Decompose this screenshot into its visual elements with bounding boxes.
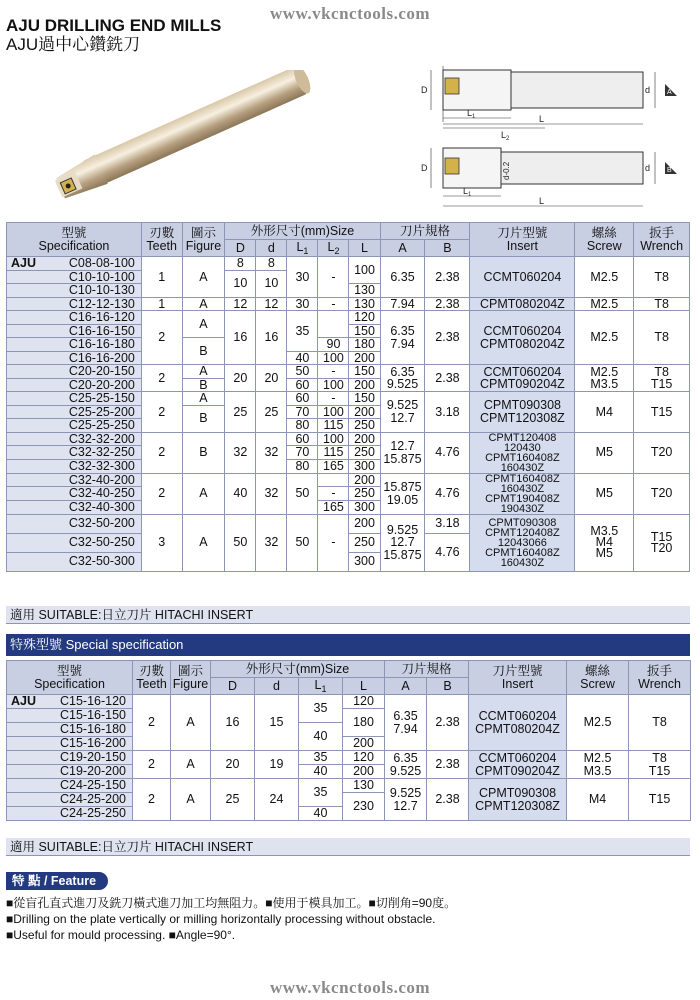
table-cell: 130 (343, 779, 385, 793)
table-cell: C20-20-200 (7, 378, 142, 392)
table-cell: 200 (349, 351, 380, 365)
table-cell: C25-25-150 (7, 392, 142, 406)
table-cell: B (182, 378, 225, 392)
table-row (7, 751, 691, 765)
table-cell: C16-16-200 (7, 351, 142, 365)
table-cell: 150 (349, 365, 380, 379)
feature-line-en-2: ■Useful for mould processing. ■Angle=90°. (6, 928, 236, 942)
table-row (7, 311, 690, 325)
table-cell: A (182, 257, 225, 298)
table-cell: 120 (343, 695, 385, 709)
suitable-note-special: 適用 SUITABLE:日立刀片 HITACHI INSERT (6, 838, 690, 856)
table-cell: 15.875 19.05 (380, 473, 425, 514)
table-cell: 2.38 (427, 751, 469, 779)
table-cell: T8 T15 (629, 751, 691, 779)
table-cell: B (182, 338, 225, 365)
table-cell: 2 (133, 751, 171, 779)
table-cell: 250 (349, 487, 380, 501)
table-cell: C15-16-200 (7, 737, 133, 751)
table-cell: 180 (349, 338, 380, 352)
table-cell: 40 (299, 765, 343, 779)
table-cell: 50 (225, 514, 256, 571)
table-cell: 30 (287, 297, 318, 311)
page-title: AJU DRILLING END MILLS (6, 16, 222, 35)
table-cell: 150 (349, 392, 380, 406)
table-cell: 10 (256, 270, 287, 297)
table-cell: C19-20-200 (7, 765, 133, 779)
sp-header-insert: 刀片型號 Insert (469, 661, 567, 695)
table-cell: CPMT160408Z 160430Z CPMT190408Z 190430Z (470, 473, 575, 514)
table-cell: 2 (141, 311, 182, 365)
table-row (7, 779, 691, 793)
table-cell: T8 (634, 257, 690, 298)
diagram-L1-b: L (463, 186, 469, 196)
table-cell: 2.38 (427, 779, 469, 821)
special-spec-title: 特殊型號 Special specification (6, 634, 690, 656)
table-cell: 115 (318, 419, 349, 433)
table-cell: 250 (349, 419, 380, 433)
table-cell: 70 (287, 446, 318, 460)
header-insert-size: 刀片規格 (380, 223, 470, 240)
table-cell: 32 (256, 514, 287, 571)
table-cell: C24-25-200 (7, 793, 133, 807)
diagram-label-B: B (667, 167, 672, 174)
sp-header-d: d (255, 678, 299, 695)
table-cell: AJU C15-16-120 (7, 695, 133, 709)
table-cell: 20 (211, 751, 255, 779)
table-cell: 200 (349, 473, 380, 487)
table-cell: 4.76 (425, 473, 470, 514)
table-cell: 80 (287, 419, 318, 433)
table-cell: - (318, 487, 349, 501)
table-cell: 40 (287, 351, 318, 365)
table-cell: 32 (225, 432, 256, 473)
diagram-label-A: A (667, 89, 672, 96)
sp-header-wrench: 扳手 Wrench (629, 661, 691, 695)
dimension-diagram (405, 62, 695, 212)
header-d: d (256, 240, 287, 257)
feature-line-en-1: ■Drilling on the plate vertically or milling horizontally processing without obstacle. (6, 912, 436, 926)
table-cell: A (171, 751, 211, 779)
table-cell: 40 (299, 807, 343, 821)
table-cell: 4.76 (425, 533, 470, 571)
table-cell: 16 (256, 311, 287, 365)
diagram-dim-D-b: D (421, 163, 428, 173)
table-cell: C15-16-180 (7, 723, 133, 737)
table-cell: 50 (287, 473, 318, 514)
header-spec: 型號 Specification (7, 223, 142, 257)
sp-header-insert-size: 刀片規格 (385, 661, 469, 678)
table-cell: 24 (255, 779, 299, 821)
table-cell: B (182, 432, 225, 473)
diagram-L-b: L (539, 196, 545, 206)
table-cell: 2 (133, 695, 171, 751)
table-cell: C24-25-250 (7, 807, 133, 821)
diagram-dim-D-a: D (421, 85, 428, 95)
sp-header-L1: $L_1$ (299, 678, 343, 695)
table-cell: 70 (287, 405, 318, 419)
table-cell: C19-20-150 (7, 751, 133, 765)
table-row (7, 473, 690, 487)
table-cell: 2.38 (425, 297, 470, 311)
table-cell: CPMT090308 CPMT120308Z (470, 392, 575, 433)
table-cell: 1 (141, 297, 182, 311)
header-insert: 刀片型號 Insert (470, 223, 575, 257)
table-cell: C10-10-130 (7, 284, 142, 298)
table-cell: - (318, 365, 349, 379)
table-cell: T20 (634, 432, 690, 473)
header-figure: 圖示 Figure (182, 223, 225, 257)
table-cell: 200 (349, 405, 380, 419)
table-cell: C32-50-300 (7, 552, 142, 571)
table-row (7, 257, 690, 271)
table-cell: 6.35 9.525 (380, 365, 425, 392)
table-cell-spec: AJU C08-08-100 (7, 257, 142, 271)
table-cell: 35 (287, 311, 318, 352)
table-row (7, 661, 691, 678)
sp-header-L: L (343, 678, 385, 695)
main-table-body (7, 257, 690, 572)
table-cell: CCMT060204 (470, 257, 575, 298)
table-cell: M2.5 (575, 257, 634, 298)
table-cell: 32 (256, 432, 287, 473)
table-cell: 2.38 (427, 695, 469, 751)
table-cell: 130 (349, 297, 380, 311)
table-cell: C32-50-200 (7, 514, 142, 533)
table-cell: 100 (349, 257, 380, 284)
table-cell: CPMT080204Z (470, 297, 575, 311)
table-cell: CPMT120408 120430 CPMT160408Z 160430Z (470, 432, 575, 473)
table-cell: CCMT060204 CPMT090204Z (470, 365, 575, 392)
header-L: L (349, 240, 380, 257)
table-cell: M4 (575, 392, 634, 433)
diagram-L1-a: L (467, 108, 473, 118)
feature-line-cn: ■從盲孔直式進刀及銑刀橫式進刀加工均無阻力。■使用于模具加工。■切削角=90度。 (6, 896, 457, 910)
table-cell: - (318, 392, 349, 406)
header-L1: $L_1$ (287, 240, 318, 257)
table-cell: C16-16-180 (7, 338, 142, 352)
header-D: D (225, 240, 256, 257)
table-cell: 9.525 12.7 (380, 392, 425, 433)
table-cell: T20 (634, 473, 690, 514)
table-cell: 25 (225, 392, 256, 433)
table-cell: 120 (349, 311, 380, 325)
table-cell: 6.35 7.94 (385, 695, 427, 751)
table-cell: 115 (318, 446, 349, 460)
table-cell: M4 (567, 779, 629, 821)
table-row (7, 392, 690, 406)
table-cell: 150 (349, 324, 380, 338)
table-cell: 2 (141, 432, 182, 473)
table-cell: 80 (287, 459, 318, 473)
table-cell: 32 (256, 473, 287, 514)
table-cell: 60 (287, 392, 318, 406)
table-cell: M2.5 (575, 297, 634, 311)
table-cell: 2.38 (425, 311, 470, 365)
table-cell: C32-32-300 (7, 459, 142, 473)
table-cell: 2 (141, 392, 182, 433)
table-cell: 200 (349, 432, 380, 446)
table-cell: CCMT060204 CPMT090204Z (469, 751, 567, 779)
sp-header-B: B (427, 678, 469, 695)
table-cell: M5 (575, 473, 634, 514)
table-cell: T15 (634, 392, 690, 433)
table-cell: 9.525 12.7 (385, 779, 427, 821)
header-teeth: 刃數 Teeth (141, 223, 182, 257)
table-cell: C12-12-130 (7, 297, 142, 311)
table-cell: 60 (287, 378, 318, 392)
table-row (7, 514, 690, 533)
watermark-top: www.vkcnctools.com (269, 4, 431, 23)
diagram-L2-a: L (501, 130, 507, 140)
sp-header-size: 外形尺寸(mm)Size (211, 661, 385, 678)
table-cell: - (318, 514, 349, 571)
table-cell: 10 (225, 270, 256, 297)
svg-text:L2: $L_2$ (501, 130, 510, 142)
table-cell: 40 (225, 473, 256, 514)
table-cell: CPMT090308 CPMT120308Z (469, 779, 567, 821)
table-cell: CPMT090308 CPMT120408Z 12043066 CPMT160408Z 160430Z (470, 514, 575, 571)
table-cell: C20-20-150 (7, 365, 142, 379)
table-cell: A (182, 473, 225, 514)
sp-header-figure: 圖示 Figure (171, 661, 211, 695)
table-cell: C32-40-300 (7, 500, 142, 514)
table-cell: 19 (255, 751, 299, 779)
header-screw: 螺絲 Screw (575, 223, 634, 257)
table-cell: 3.18 (425, 392, 470, 433)
table-cell: B (182, 405, 225, 432)
table-cell: M2.5 M3.5 (575, 365, 634, 392)
table-cell: 12 (256, 297, 287, 311)
header-B: B (425, 240, 470, 257)
table-cell: 200 (343, 737, 385, 751)
table-cell: 230 (343, 793, 385, 821)
table-cell: 2.38 (425, 257, 470, 298)
table-cell: 100 (318, 432, 349, 446)
table-cell: 300 (349, 500, 380, 514)
header-A: A (380, 240, 425, 257)
table-row (7, 432, 690, 446)
table-row (7, 297, 690, 311)
header-size: 外形尺寸(mm)Size (225, 223, 380, 240)
table-cell: C15-16-150 (7, 709, 133, 723)
table-cell: 100 (318, 378, 349, 392)
table-cell: A (182, 365, 225, 379)
table-cell: 250 (349, 446, 380, 460)
feature-tag: 特 點 / Feature (6, 872, 108, 890)
table-cell: - (318, 297, 349, 311)
table-cell: - (318, 257, 349, 298)
page-subtitle: AJU過中心鑽銑刀 (6, 35, 141, 54)
table-cell: 35 (299, 695, 343, 723)
suitable-note: 適用 SUITABLE:日立刀片 HITACHI INSERT (6, 606, 690, 624)
table-cell: 200 (349, 514, 380, 533)
table-cell: 1 (141, 257, 182, 298)
table-cell: 165 (318, 500, 349, 514)
table-cell: 8 (225, 257, 256, 271)
sp-header-screw: 螺絲 Screw (567, 661, 629, 695)
table-cell: 120 (343, 751, 385, 765)
table-cell: M2.5 (567, 695, 629, 751)
watermark-bottom: www.vkcnctools.com (269, 978, 431, 997)
table-cell: 20 (256, 365, 287, 392)
table-cell: 3.18 (425, 514, 470, 533)
table-cell: 100 (318, 351, 349, 365)
svg-text:L1: $L_1$ (463, 186, 472, 198)
table-cell: C32-32-200 (7, 432, 142, 446)
table-cell: 2.38 (425, 365, 470, 392)
table-cell: T8 (634, 297, 690, 311)
table-cell: M3.5 M4 M5 (575, 514, 634, 571)
diagram-dim-d-b: d (645, 163, 651, 173)
table-cell: 90 (318, 338, 349, 352)
table-cell: A (171, 695, 211, 751)
table-cell: M5 (575, 432, 634, 473)
product-photo (40, 70, 340, 200)
table-cell: A (182, 392, 225, 406)
table-cell: 200 (349, 378, 380, 392)
special-spec-table (6, 660, 691, 821)
table-cell: C25-25-250 (7, 419, 142, 433)
table-cell: C25-25-200 (7, 405, 142, 419)
table-cell: 130 (349, 284, 380, 298)
table-cell: T8 T15 (634, 365, 690, 392)
table-cell: 35 (299, 751, 343, 765)
table-cell (318, 311, 349, 338)
table-cell: 25 (211, 779, 255, 821)
table-cell: 16 (225, 311, 256, 365)
table-cell: 8 (256, 257, 287, 271)
sp-header-teeth: 刃數 Teeth (133, 661, 171, 695)
table-cell: 9.525 12.7 15.875 (380, 514, 425, 571)
table-cell: T15 T20 (634, 514, 690, 571)
table-cell: 6.35 7.94 (380, 311, 425, 365)
table-cell: CCMT060204 CPMT080204Z (469, 695, 567, 751)
table-cell: T8 (629, 695, 691, 751)
table-cell: C16-16-150 (7, 324, 142, 338)
table-cell: C32-32-250 (7, 446, 142, 460)
table-row (7, 223, 690, 240)
table-cell: CCMT060204 CPMT080204Z (470, 311, 575, 365)
diagram-tolerance: d-0.2 (502, 161, 511, 180)
table-cell: 4.76 (425, 432, 470, 473)
table-cell: 180 (343, 709, 385, 737)
table-cell: T8 (634, 311, 690, 365)
table-cell: 200 (343, 765, 385, 779)
table-cell: C32-50-250 (7, 533, 142, 552)
table-cell: 35 (299, 779, 343, 807)
main-spec-table (6, 222, 690, 572)
table-cell: 2 (133, 779, 171, 821)
table-cell: 250 (349, 533, 380, 552)
table-cell: 12 (225, 297, 256, 311)
sp-header-D: D (211, 678, 255, 695)
table-cell: C24-25-150 (7, 779, 133, 793)
table-row (7, 695, 691, 709)
sp-header-A: A (385, 678, 427, 695)
table-cell: 165 (318, 459, 349, 473)
table-cell: T15 (629, 779, 691, 821)
table-cell: A (182, 514, 225, 571)
table-cell: 6.35 (380, 257, 425, 298)
table-cell: 60 (287, 432, 318, 446)
table-cell: 12.7 15.875 (380, 432, 425, 473)
sp-header-spec: 型號 Specification (7, 661, 133, 695)
diagram-dim-d-a: d (645, 85, 651, 95)
table-cell: 6.35 9.525 (385, 751, 427, 779)
table-cell: A (171, 779, 211, 821)
table-cell: C32-40-250 (7, 487, 142, 501)
table-cell: 40 (299, 723, 343, 751)
table-cell: 3 (141, 514, 182, 571)
table-cell: 15 (255, 695, 299, 751)
table-cell: 50 (287, 514, 318, 571)
table-row (7, 365, 690, 379)
table-cell: A (182, 297, 225, 311)
table-cell: 25 (256, 392, 287, 433)
svg-text:L1: $L_1$ (467, 108, 476, 120)
table-cell: M2.5 (575, 311, 634, 365)
table-cell: C32-40-200 (7, 473, 142, 487)
table-cell: 16 (211, 695, 255, 751)
special-table-body (7, 695, 691, 821)
table-cell: 300 (349, 552, 380, 571)
diagram-L-a: L (539, 114, 545, 124)
table-cell: 300 (349, 459, 380, 473)
table-cell: 2 (141, 473, 182, 514)
table-cell: C10-10-100 (7, 270, 142, 284)
table-cell: M2.5 M3.5 (567, 751, 629, 779)
table-cell: C16-16-120 (7, 311, 142, 325)
table-cell: 30 (287, 257, 318, 298)
table-cell: A (182, 311, 225, 338)
table-cell (318, 473, 349, 487)
table-cell: 50 (287, 365, 318, 379)
table-cell: 2 (141, 365, 182, 392)
header-wrench: 扳手 Wrench (634, 223, 690, 257)
table-cell: 7.94 (380, 297, 425, 311)
table-cell: 100 (318, 405, 349, 419)
header-L2: $L_2$ (318, 240, 349, 257)
table-cell: 20 (225, 365, 256, 392)
